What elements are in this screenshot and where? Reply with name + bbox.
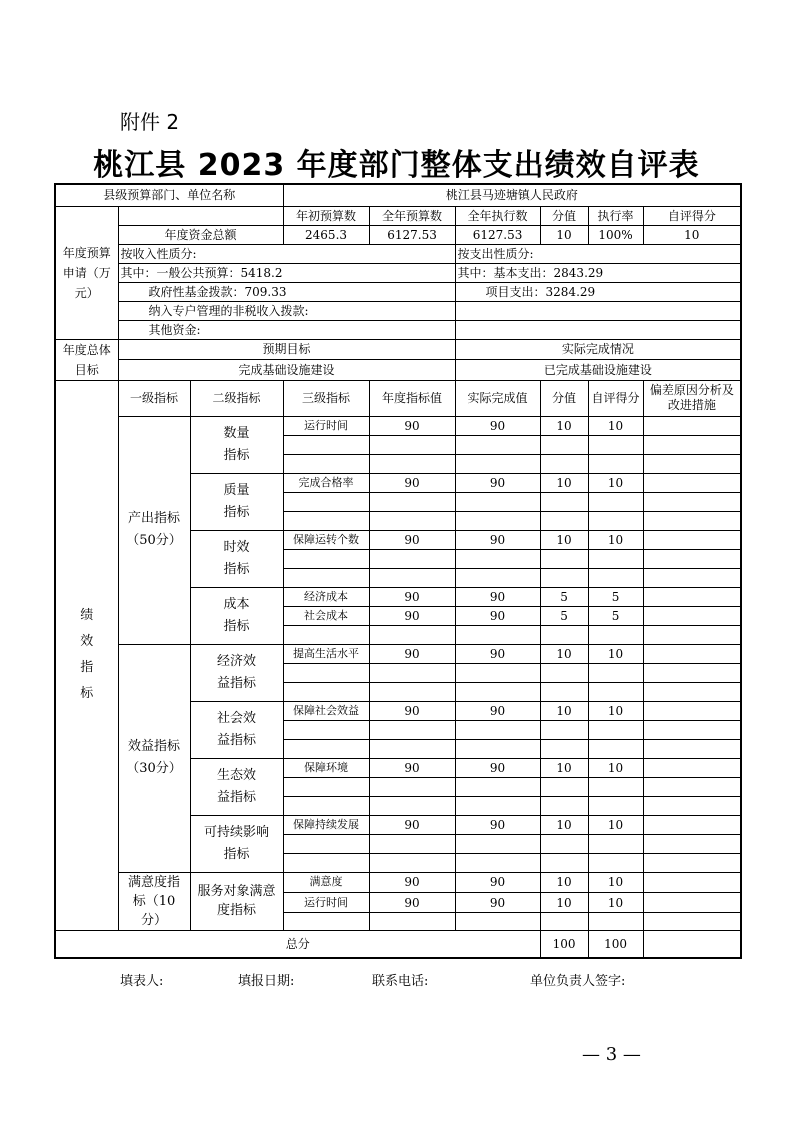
indicator-name: 保障运转个数 <box>283 530 369 549</box>
by-income-label: 按收入性质分: <box>118 244 455 263</box>
perf-row <box>55 416 741 435</box>
actual-goal: 已完成基础设施建设 <box>455 360 741 381</box>
indicator-name: 保障社会效益 <box>283 701 369 720</box>
footer-phone: 联系电话: <box>372 974 429 989</box>
self-score-value: 10 <box>588 416 643 435</box>
score-value: 10 <box>540 701 588 720</box>
score-value: 5 <box>540 606 588 625</box>
benefit-label: 效益指标（30分） <box>118 644 190 872</box>
nontax-fund: 纳入专户管理的非税收入拨款: <box>118 301 455 320</box>
cost-label: 成本指标 <box>190 587 283 644</box>
deviation-cell <box>643 815 741 834</box>
actual-value: 90 <box>455 473 540 492</box>
actual-value: 90 <box>455 758 540 777</box>
perf-header: 三级指标 <box>283 380 369 416</box>
budget-total-value: 10 <box>643 225 741 244</box>
perf-header: 分值 <box>540 380 588 416</box>
budget-fund-row <box>55 282 741 301</box>
actual-value: 90 <box>455 416 540 435</box>
gov-fund: 政府性基金拨款：709.33 <box>118 282 455 301</box>
budget-header-row <box>55 206 741 225</box>
indicator-name: 经济成本 <box>283 587 369 606</box>
budget-nature-row <box>55 244 741 263</box>
score-value: 10 <box>540 758 588 777</box>
deviation-cell <box>643 892 741 912</box>
self-score-value: 10 <box>588 473 643 492</box>
actual-value: 90 <box>455 815 540 834</box>
target-value: 90 <box>369 473 455 492</box>
footer-signature: 单位负责人签字: <box>530 974 626 989</box>
quantity-label: 数量指标 <box>190 416 283 473</box>
budget-total-value: 6127.53 <box>455 225 540 244</box>
indicator-name: 提高生活水平 <box>283 644 369 663</box>
budget-col-header: 执行率 <box>588 206 643 225</box>
self-score-value: 5 <box>588 606 643 625</box>
perf-header: 偏差原因分析及改进措施 <box>643 380 741 416</box>
indicator-name: 运行时间 <box>283 416 369 435</box>
self-score-value: 10 <box>588 815 643 834</box>
score-value: 10 <box>540 892 588 912</box>
eco-label: 生态效益指标 <box>190 758 283 815</box>
actual-value: 90 <box>455 530 540 549</box>
empty-cell <box>455 301 741 320</box>
score-value: 10 <box>540 872 588 892</box>
budget-total-row <box>55 225 741 244</box>
deviation-cell <box>643 530 741 549</box>
deviation-cell <box>643 587 741 606</box>
budget-col-header: 自评得分 <box>643 206 741 225</box>
unit-label: 县级预算部门、单位名称 <box>55 184 283 206</box>
quality-label: 质量指标 <box>190 473 283 530</box>
score-value: 10 <box>540 644 588 663</box>
satisfaction-label: 满意度指标（10分） <box>118 872 190 930</box>
page-title: 桃江县 2023 年度部门整体支出绩效自评表 <box>93 148 700 183</box>
self-score-value: 10 <box>588 872 643 892</box>
target-value: 90 <box>369 701 455 720</box>
self-score-value: 10 <box>588 701 643 720</box>
deviation-cell <box>643 606 741 625</box>
indicator-name: 保障持续发展 <box>283 815 369 834</box>
target-value: 90 <box>369 416 455 435</box>
expected-goal: 完成基础设施建设 <box>118 360 455 381</box>
deviation-cell <box>643 473 741 492</box>
sustain-label: 可持续影响指标 <box>190 815 283 872</box>
goal-section-label: 年度总体目标 <box>55 339 118 380</box>
deviation-cell <box>643 701 741 720</box>
budget-blank <box>118 206 283 225</box>
target-value: 90 <box>369 892 455 912</box>
goal-header-row <box>55 339 741 360</box>
perf-header: 二级指标 <box>190 380 283 416</box>
actual-value: 90 <box>455 892 540 912</box>
perf-header: 年度指标值 <box>369 380 455 416</box>
indicator-name: 满意度 <box>283 872 369 892</box>
perf-section-label: 绩效指标 <box>55 380 118 930</box>
perf-header: 一级指标 <box>118 380 190 416</box>
timeliness-label: 时效指标 <box>190 530 283 587</box>
total-deviation <box>643 930 741 958</box>
target-value: 90 <box>369 872 455 892</box>
actual-value: 90 <box>455 606 540 625</box>
by-expense-label: 按支出性质分: <box>455 244 741 263</box>
budget-total-value: 6127.53 <box>369 225 455 244</box>
score-value: 5 <box>540 587 588 606</box>
empty-cell <box>455 320 741 339</box>
budget-total-value: 10 <box>540 225 588 244</box>
deviation-cell <box>643 416 741 435</box>
actual-header: 实际完成情况 <box>455 339 741 360</box>
perf-header: 自评得分 <box>588 380 643 416</box>
target-value: 90 <box>369 815 455 834</box>
deviation-cell <box>643 872 741 892</box>
attachment-label: 附件 2 <box>120 110 180 134</box>
other-fund: 其他资金: <box>118 320 455 339</box>
score-value: 10 <box>540 416 588 435</box>
total-label: 总分 <box>55 930 540 958</box>
unit-name: 桃江县马迹塘镇人民政府 <box>283 184 741 206</box>
indicator-name: 运行时间 <box>283 892 369 912</box>
budget-col-header: 全年预算数 <box>369 206 455 225</box>
deviation-cell <box>643 758 741 777</box>
actual-value: 90 <box>455 587 540 606</box>
budget-total-value: 2465.3 <box>283 225 369 244</box>
footer-date: 填报日期: <box>238 974 295 989</box>
general-budget: 其中：一般公共预算：5418.2 <box>118 263 455 282</box>
project-expense: 项目支出：3284.29 <box>455 282 741 301</box>
budget-total-label: 年度资金总额 <box>118 225 283 244</box>
page-number: — 3 — <box>582 1044 641 1065</box>
budget-nontax-row <box>55 301 741 320</box>
perf-header-row <box>55 380 741 416</box>
self-score-value: 10 <box>588 644 643 663</box>
actual-value: 90 <box>455 872 540 892</box>
budget-section-label: 年度预算申请（万元） <box>55 206 118 339</box>
evaluation-table <box>54 183 742 959</box>
perf-row <box>55 644 741 663</box>
total-row <box>55 930 741 958</box>
deviation-cell <box>643 644 741 663</box>
actual-value: 90 <box>455 701 540 720</box>
output-label: 产出指标（50分） <box>118 416 190 644</box>
budget-col-header: 年初预算数 <box>283 206 369 225</box>
unit-row <box>55 184 741 206</box>
actual-value: 90 <box>455 644 540 663</box>
target-value: 90 <box>369 644 455 663</box>
expected-header: 预期目标 <box>118 339 455 360</box>
satisfaction-sub-label: 服务对象满意度指标 <box>190 872 283 930</box>
total-self-score: 100 <box>588 930 643 958</box>
footer-filler: 填表人: <box>120 974 164 989</box>
total-score: 100 <box>540 930 588 958</box>
self-score-value: 5 <box>588 587 643 606</box>
score-value: 10 <box>540 473 588 492</box>
self-score-value: 10 <box>588 892 643 912</box>
budget-other-row <box>55 320 741 339</box>
indicator-name: 完成合格率 <box>283 473 369 492</box>
indicator-name: 保障环境 <box>283 758 369 777</box>
social-label: 社会效益指标 <box>190 701 283 758</box>
budget-col-header: 全年执行数 <box>455 206 540 225</box>
perf-header: 实际完成值 <box>455 380 540 416</box>
indicator-name: 社会成本 <box>283 606 369 625</box>
budget-col-header: 分值 <box>540 206 588 225</box>
self-score-value: 10 <box>588 530 643 549</box>
target-value: 90 <box>369 606 455 625</box>
goal-content-row <box>55 360 741 381</box>
budget-total-value: 100% <box>588 225 643 244</box>
score-value: 10 <box>540 530 588 549</box>
perf-row <box>55 872 741 892</box>
self-score-value: 10 <box>588 758 643 777</box>
target-value: 90 <box>369 758 455 777</box>
budget-general-row <box>55 263 741 282</box>
target-value: 90 <box>369 530 455 549</box>
basic-expense: 其中：基本支出：2843.29 <box>455 263 741 282</box>
target-value: 90 <box>369 587 455 606</box>
economic-label: 经济效益指标 <box>190 644 283 701</box>
score-value: 10 <box>540 815 588 834</box>
